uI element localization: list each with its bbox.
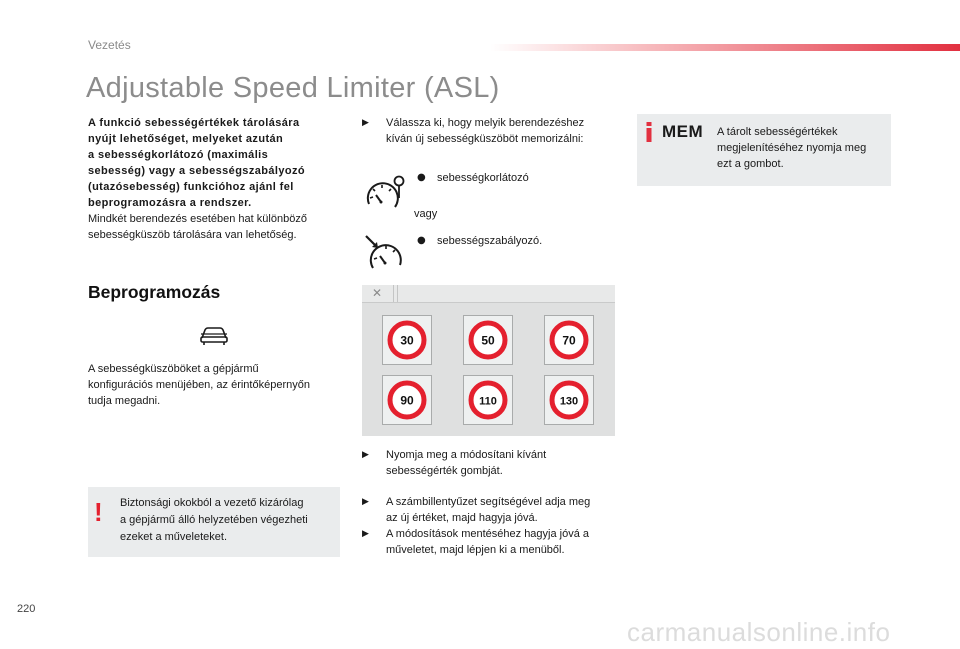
arrow-bullet-icon: ▶ (362, 529, 369, 539)
arrow-bullet-icon: ▶ (362, 497, 369, 507)
warning-line: a gépjármű álló helyzetében végezheti (120, 514, 308, 526)
intro-line: Mindkét berendezés esetében hat különböző (88, 213, 307, 225)
programming-line: A sebességküszöböket a gépjármű (88, 363, 259, 375)
touchscreen-illustration (362, 285, 615, 436)
speed-button-110[interactable] (463, 375, 513, 425)
or-word: vagy (414, 208, 438, 220)
step-adjust-line: az új értéket, majd hagyja jóvá. (386, 512, 538, 524)
step-select (362, 115, 622, 147)
page-number: 220 (17, 603, 36, 615)
programming-line: konfigurációs menüjében, az érintőképernyőn (88, 379, 310, 391)
warning-line: ezeket a műveleteket. (120, 531, 228, 543)
intro-paragraph (88, 115, 338, 243)
speed-button-90[interactable] (382, 375, 432, 425)
dot-bullet: ● (417, 235, 426, 246)
header-divider (397, 285, 398, 302)
step-adjust-line: A számbillentyűzet segítségével adja meg (386, 496, 591, 508)
info-line: ezt a gombot. (717, 158, 784, 170)
intro-bold-line: A funkció sebességértékek tárolására (88, 117, 300, 129)
speed-value: 70 (562, 333, 576, 348)
programming-heading: Beprogramozás (88, 282, 221, 302)
step-save (362, 526, 622, 558)
arrow-bullet-icon: ▶ (362, 450, 369, 460)
watermark: carmanualsonline.info (627, 617, 891, 647)
header-divider (393, 285, 394, 302)
warning-icon: ! (94, 497, 103, 527)
info-line: A tárolt sebességértékek (717, 126, 838, 138)
step-save-line: műveletet, majd lépjen ki a menüből. (386, 544, 565, 556)
arrow-bullet-icon: ▶ (362, 118, 369, 128)
mem-button-label: MEM (662, 122, 704, 141)
speed-button-50[interactable] (463, 315, 513, 365)
option-label: sebességszabályozó. (437, 235, 543, 247)
warning-line: Biztonsági okokból a vezető kizárólag (120, 497, 304, 509)
warning-text (120, 495, 332, 546)
step-press (362, 447, 622, 479)
screen-header (362, 285, 615, 303)
option-label: sebességkorlátozó (437, 172, 529, 184)
intro-bold-line: (utazósebesség) funkcióhoz ajánl fel (88, 181, 294, 193)
option-speed-limiter (417, 170, 529, 186)
speed-button-70[interactable] (544, 315, 594, 365)
section-label: Vezetés (88, 38, 131, 52)
intro-bold-line: a sebességkorlátozó (maximális (88, 149, 269, 161)
intro-bold-line: beprogramozásra a rendszer. (88, 197, 252, 209)
step-select-line: kíván új sebességküszöböt memorizálni: (386, 133, 584, 145)
cruise-control-icon (364, 232, 406, 272)
speed-value: 50 (481, 333, 495, 348)
speed-value: 130 (559, 395, 579, 408)
step-press-line: Nyomja meg a módosítani kívánt (386, 449, 547, 461)
programming-text (88, 361, 340, 409)
page-title: Adjustable Speed Limiter (ASL) (86, 72, 500, 104)
step-press-line: sebességérték gombját. (386, 465, 503, 477)
speed-button-130[interactable] (544, 375, 594, 425)
speed-value: 90 (400, 393, 414, 408)
intro-bold-line: sebesség) vagy a sebességszabályozó (88, 165, 305, 177)
intro-bold-line: nyújt lehetőséget, melyeket azután (88, 133, 284, 145)
speed-limiter-icon (364, 174, 406, 214)
intro-line: sebességküszöb tárolására van lehetőség. (88, 229, 297, 241)
info-text (717, 124, 885, 172)
speed-button-30[interactable] (382, 315, 432, 365)
dot-bullet: ● (417, 172, 426, 183)
info-line: megjelenítéséhez nyomja meg (717, 142, 867, 154)
programming-line: tudja megadni. (88, 395, 161, 407)
speed-value: 30 (400, 333, 414, 348)
header-accent-bar (490, 44, 960, 51)
speed-value: 110 (479, 395, 497, 408)
close-icon[interactable]: ✕ (372, 286, 383, 300)
step-select-line: Válassza ki, hogy melyik berendezéshez (386, 117, 585, 129)
car-settings-icon (198, 324, 230, 346)
step-save-line: A módosítások mentéséhez hagyja jóvá a (386, 528, 590, 540)
option-cruise-control (417, 233, 542, 249)
info-icon (646, 122, 652, 142)
step-adjust (362, 494, 622, 526)
